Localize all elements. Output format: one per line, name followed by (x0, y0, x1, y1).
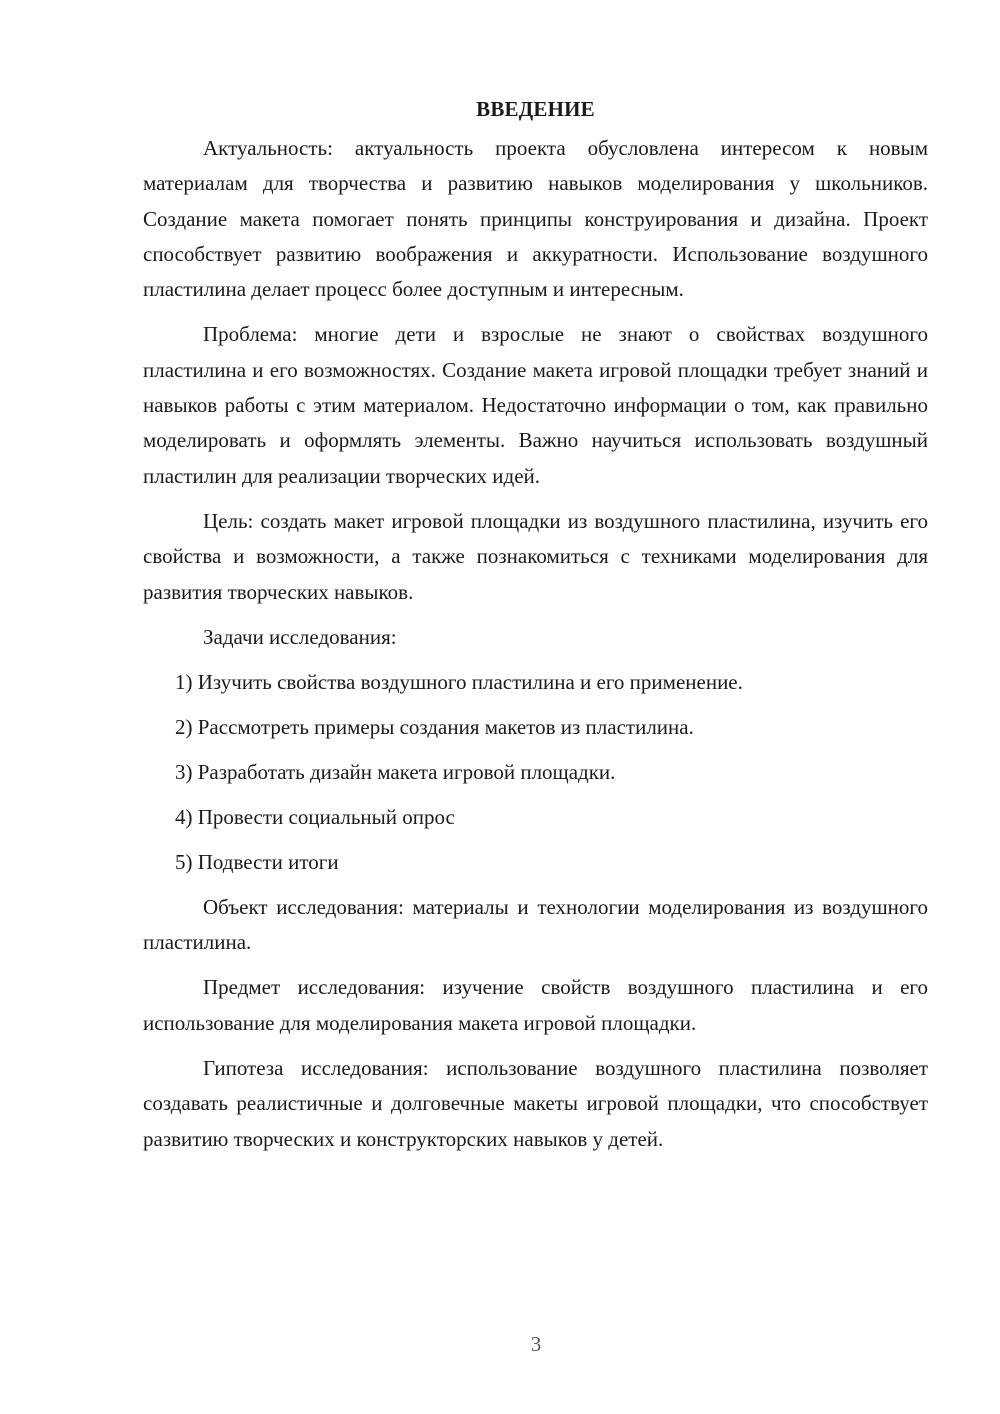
list-item: 4) Провести социальный опрос (175, 804, 455, 829)
paragraph-hypothesis: Гипотеза исследования: использование воздушного пластилина позволяет создавать реалистичные и долговечные макеты игровой площадки, что способствует развитию творческих и конструкторских навыков у детей. (143, 1056, 928, 1151)
paragraph-relevance: Актуальность: актуальность проекта обусловлена интересом к новым материалам для творчества и развитию навыков моделирования у школьников. Создание макета помогает понять принципы конструирования и дизайна. Проект способствует развитию воображения и аккуратности. Использование воздушного пластилина делает процесс более доступным и интересным. (143, 136, 928, 302)
list-item: 5) Подвести итоги (175, 849, 339, 874)
paragraph-subject: Предмет исследования: изучение свойств воздушного пластилина и его использование для моделирования макета игровой площадки. (143, 975, 928, 1035)
tasks-title: Задачи исследования: (203, 624, 397, 649)
page-number: 3 (530, 1332, 542, 1356)
paragraph-object: Объект исследования: материалы и технологии моделирования из воздушного пластилина. (143, 894, 928, 955)
paragraph-problem: Проблема: многие дети и взрослые не знают о свойствах воздушного пластилина и его возможностях. Создание макета игровой площадки требует знаний и навыков работы с этим материалом. Недостаточно информации о том, как правильно моделировать и оформлять элементы. Важно научиться использовать воздушный пластилин для реализации творческих идей. (143, 322, 928, 488)
list-item: 1) Изучить свойства воздушного пластилина и его применение. (175, 669, 743, 694)
list-item: 2) Рассмотреть примеры создания макетов из пластилина. (175, 714, 694, 739)
document-page (143, 92, 928, 1167)
list-item: 3) Разработать дизайн макета игровой площадки. (175, 759, 616, 784)
tasks-list (143, 665, 928, 880)
paragraph-goal: Цель: создать макет игровой площадки из воздушного пластилина, изучить его свойства и возможности, а также познакомиться с техниками моделирования для развития творческих навыков. (143, 508, 928, 604)
page-title: ВВЕДЕНИЕ (476, 97, 595, 121)
